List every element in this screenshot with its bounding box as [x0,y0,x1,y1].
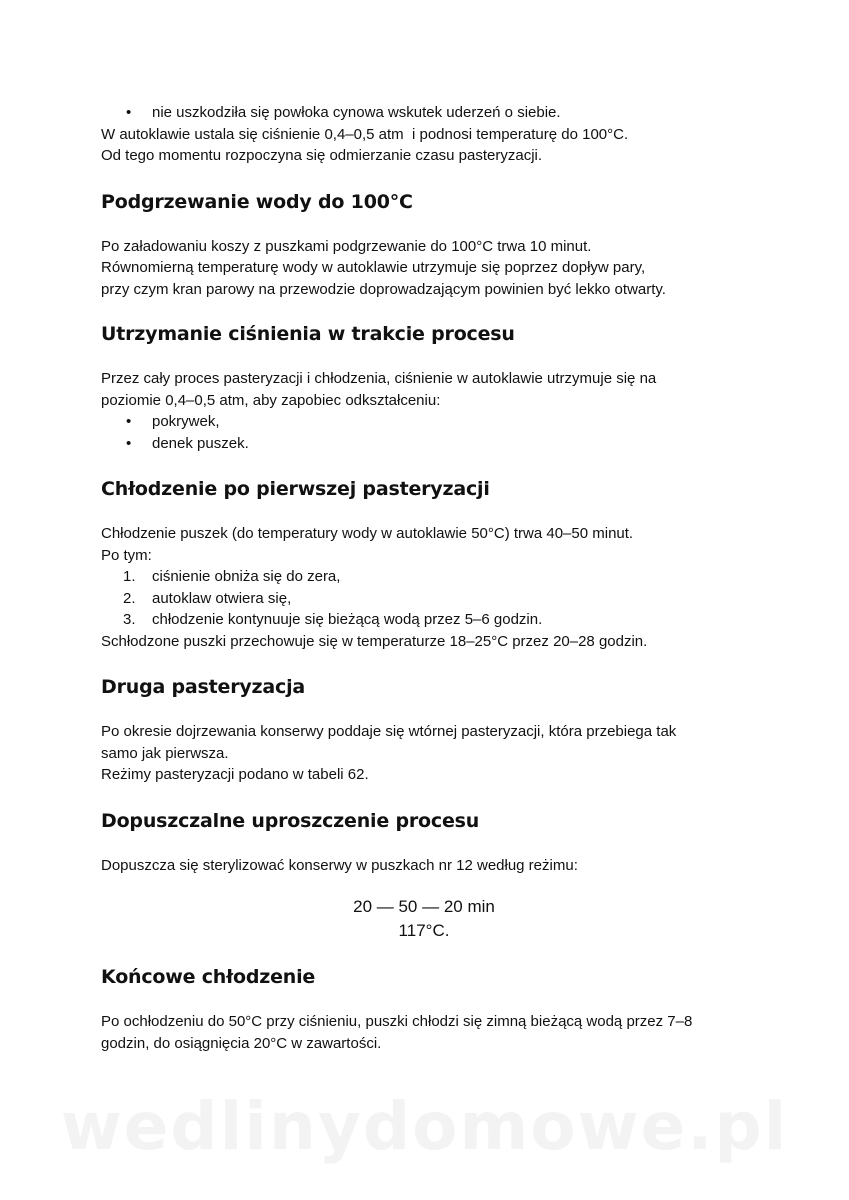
paragraph-line: przy czym kran parowy na przewodzie doprowadzającym powinien być lekko otwarty. [101,280,666,298]
paragraph-line: Po tym: [101,546,152,564]
section-heading-heating: Podgrzewanie wody do 100°C [101,190,413,213]
section-heading-second-pasteurization: Druga pasteryzacja [101,676,306,698]
bullet-icon: • [126,434,132,452]
intro-bullet-list [101,102,761,124]
pressure-bullet-list [101,411,761,454]
section-heading-final-cooling: Końcowe chłodzenie [101,966,316,988]
list-item: 3. chłodzenie kontynuuje się bieżącą wodą przez 5–6 godzin. [123,611,543,628]
regime-temperature: 117°C. [398,921,450,940]
paragraph-line: Dopuszcza się sterylizować konserwy w puszkach nr 12 według reżimu: [101,856,578,874]
bullet-icon: • [126,413,132,430]
list-item: 1. ciśnienie obniża się do zera, [123,568,341,585]
paragraph-line: Przez cały proces pasteryzacji i chłodzenia, ciśnienie w autoklawie utrzymuje się na [101,370,657,387]
list-item: • pokrywek, [101,411,761,433]
paragraph-line: Po ochłodzeniu do 50°C przy ciśnieniu, puszki chłodzi się zimną bieżącą wodą przez 7–8 [101,1013,693,1030]
document-page [101,102,761,1054]
paragraph-line: Równomierną temperaturę wody w autoklawie utrzymuje się poprzez dopływ pary, [101,259,646,276]
list-item: 2. autoklaw otwiera się, [123,589,292,607]
paragraph-line: poziomie 0,4–0,5 atm, aby zapobiec odkształceniu: [101,391,441,409]
section-heading-cooling: Chłodzenie po pierwszej pasteryzacji [101,478,490,500]
paragraph-line: Schłodzone puszki przechowuje się w temperaturze 18–25°C przez 20–28 godzin. [101,632,648,650]
paragraph-line: samo jak pierwsza. [101,744,229,762]
list-item: • denek puszek. [101,433,761,455]
paragraph-line: Chłodzenie puszek (do temperatury wody w autoklawie 50°C) trwa 40–50 minut. [101,525,634,542]
paragraph-line: Reżimy pasteryzacji podano w tabeli 62. [101,766,369,783]
list-item: • nie uszkodziła się powłoka cynowa wskutek uderzeń o siebie. [101,102,761,124]
cooling-numbered-list [101,566,761,631]
paragraph-line: W autoklawie ustala się ciśnienie 0,4–0,5 atm i podnosi temperaturę do 100°C. [101,125,629,143]
bullet-icon: • [126,104,132,121]
watermark: wedlinydomowe.pl [60,1088,789,1165]
paragraph-line: Po załadowaniu koszy z puszkami podgrzewanie do 100°C trwa 10 minut. [101,237,592,255]
section-heading-simplification: Dopuszczalne uproszczenie procesu [101,809,480,832]
paragraph-line: Od tego momentu rozpoczyna się odmierzanie czasu pasteryzacji. [101,147,543,164]
paragraph-line: Po okresie dojrzewania konserwy poddaje się wtórnej pasteryzacji, która przebiega tak [101,723,677,740]
paragraph-line: godzin, do osiągnięcia 20°C w zawartości. [101,1034,382,1052]
regime-formula: 20 — 50 — 20 min [353,897,495,916]
section-heading-pressure: Utrzymanie ciśnienia w trakcie procesu [101,323,515,345]
